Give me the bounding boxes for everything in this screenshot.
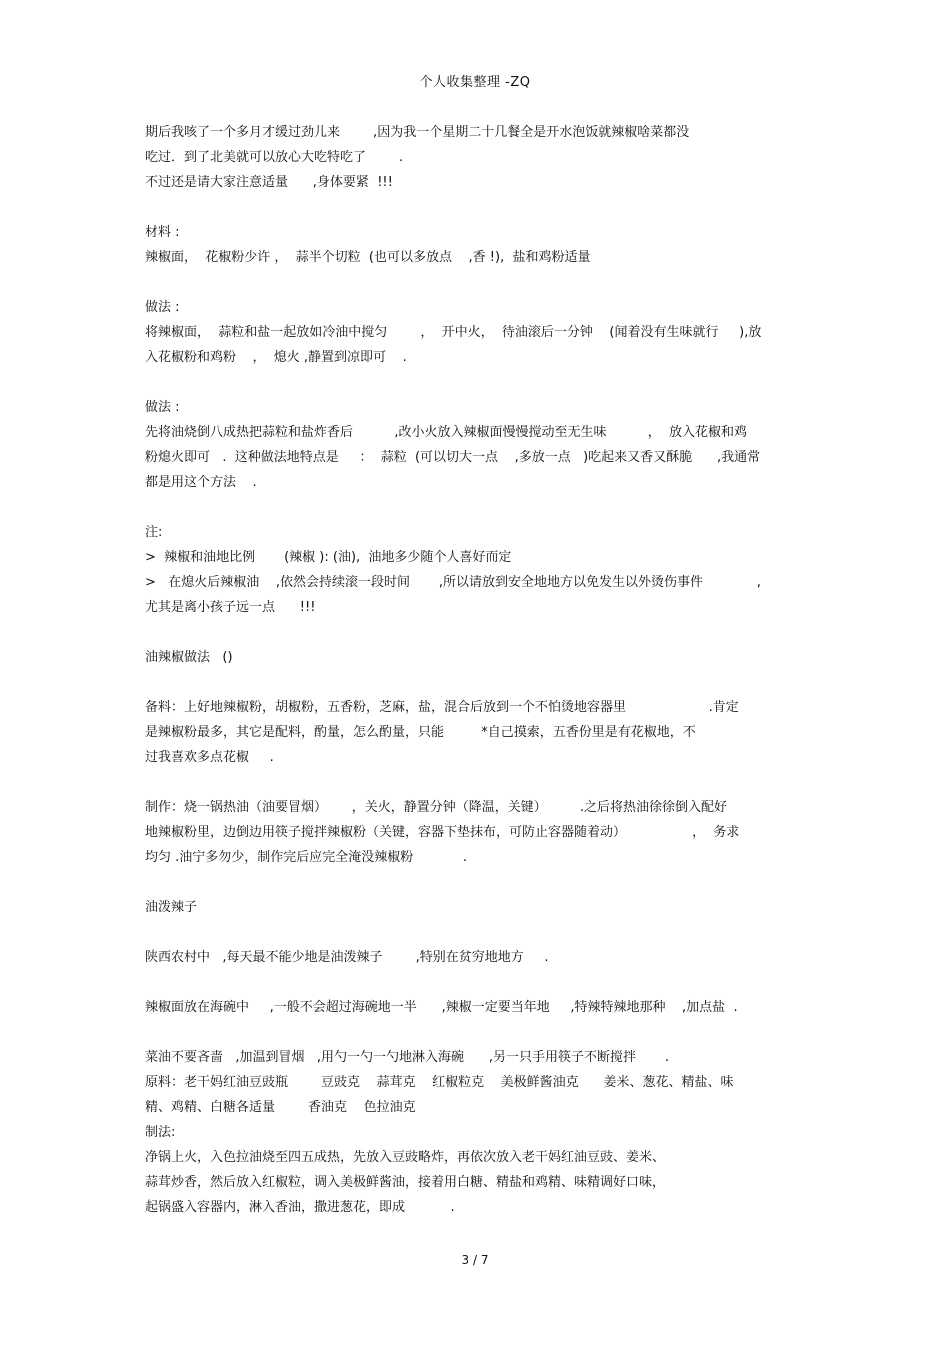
- paragraph-method-2: [145, 395, 813, 495]
- paragraph-notes: [145, 520, 813, 620]
- text-line: 将辣椒面， 蒜粒和盐一起放如冷油中搅匀 ， 开中火， 待油滚后一分钟 (闻着没有生味就行 ),放: [145, 325, 762, 340]
- text-line: 制作：烧一锅热油（油要冒烟） ，关火，静置分钟（降温，关键） .之后将热油徐徐倒入配好: [145, 800, 727, 815]
- text-line: 过我喜欢多点花椒 .: [145, 750, 274, 765]
- text-line: 先将油烧倒八成热把蒜粒和盐炸香后 ,改小火放入辣椒面慢慢搅动至无生味 ， 放入花椒和鸡: [145, 425, 748, 440]
- paragraph-intro: [145, 120, 813, 195]
- paragraph-bowl: [145, 995, 813, 1020]
- text-line: 备料：上好地辣椒粉，胡椒粉，五香粉，芝麻，盐，混合后放到一个不怕烫地容器里 .肯定: [145, 700, 739, 715]
- text-line: 辣椒面放在海碗中 ,一般不会超过海碗地一半 ,辣椒一定要当年地 ,特辣特辣地那种 ,加点盐 .: [145, 1000, 738, 1015]
- text-line: 是辣椒粉最多，其它是配料，酌量，怎么酌量，只能 *自己摸索，五香份里是有花椒地，不: [145, 725, 696, 740]
- paragraph-preparation: [145, 695, 813, 770]
- text-line: 粉熄火即可 . 这种做法地特点是 ： 蒜粒 (可以切大一点 ,多放一点 )吃起来又香又酥脆 ,我通常: [145, 450, 761, 465]
- section-heading: 做法 :: [145, 300, 180, 315]
- section-heading: 注:: [145, 525, 163, 540]
- section-heading: 做法 :: [145, 400, 180, 415]
- section-heading: 材料 :: [145, 225, 180, 240]
- paragraph-shaanxi: [145, 945, 813, 970]
- text-line: 吃过．到了北美就可以放心大吃特吃了 .: [145, 150, 404, 165]
- paragraph-making: [145, 795, 813, 870]
- text-line: 均匀 .油宁多勿少，制作完后应完全淹没辣椒粉 .: [145, 850, 467, 865]
- text-line: 精、鸡精、白糖各适量 香油克 色拉油克: [145, 1100, 416, 1115]
- paragraph-youpo-title: [145, 895, 813, 920]
- text-line: 原料：老干妈红油豆豉瓶 豆豉克 蒜茸克 红椒粒克 美极鲜酱油克 姜米、葱花、精盐、味: [145, 1075, 734, 1090]
- paragraph-ingredients: [145, 220, 813, 270]
- section-heading: 制法:: [145, 1125, 176, 1140]
- text-line: 不过还是请大家注意适量 ,身体要紧 !!!: [145, 175, 393, 190]
- document-body: [145, 120, 813, 1220]
- page-header: 个人收集整理 -ZQ: [419, 75, 531, 90]
- text-line: 起锅盛入容器内，淋入香油，撒进葱花，即成 .: [145, 1200, 455, 1215]
- page-number: 3 / 7: [461, 1253, 489, 1267]
- text-line: 入花椒粉和鸡粉 ， 熄火 ,静置到凉即可 .: [145, 350, 407, 365]
- text-line: 陕西农村中 ,每天最不能少地是油泼辣子 ,特别在贫穷地地方 .: [145, 950, 549, 965]
- section-heading: 油辣椒做法 (): [145, 650, 233, 665]
- text-line: 辣椒面， 花椒粉少许 ， 蒜半个切粒 (也可以多放点 ,香 !), 盐和鸡粉适量: [145, 250, 591, 265]
- paragraph-oil-recipe: [145, 1045, 813, 1220]
- text-line: > 在熄火后辣椒油 ,依然会持续滚一段时间 ,所以请放到安全地地方以免发生以外烫伤事件 ,: [145, 575, 761, 590]
- text-line: 都是用这个方法 .: [145, 475, 257, 490]
- text-line: > 辣椒和油地比例 (辣椒 ): (油), 油地多少随个人喜好而定: [145, 550, 512, 565]
- text-line: 蒜茸炒香，然后放入红椒粒，调入美极鲜酱油，接着用白糖、精盐和鸡精、味精调好口味，: [145, 1175, 666, 1190]
- section-heading: 油泼辣子: [145, 900, 198, 915]
- text-line: 地辣椒粉里，边倒边用筷子搅拌辣椒粉（关键，容器下垫抹布，可防止容器随着动） ， 务求: [145, 825, 740, 840]
- text-line: 净锅上火，入色拉油烧至四五成热，先放入豆豉略炸，再依次放入老干妈红油豆豉、姜米、: [145, 1150, 666, 1165]
- paragraph-method-1: [145, 295, 813, 370]
- text-line: 菜油不要吝啬 ,加温到冒烟 ,用勺一勺一勺地淋入海碗 ,另一只手用筷子不断搅拌 .: [145, 1050, 670, 1065]
- text-line: 尤其是离小孩子远一点 !!!: [145, 600, 316, 615]
- text-line: 期后我咳了一个多月才缓过劲儿来 ,因为我一个星期二十几餐全是开水泡饭就辣椒啥菜都没: [145, 125, 690, 140]
- paragraph-chili-oil-title: [145, 645, 813, 670]
